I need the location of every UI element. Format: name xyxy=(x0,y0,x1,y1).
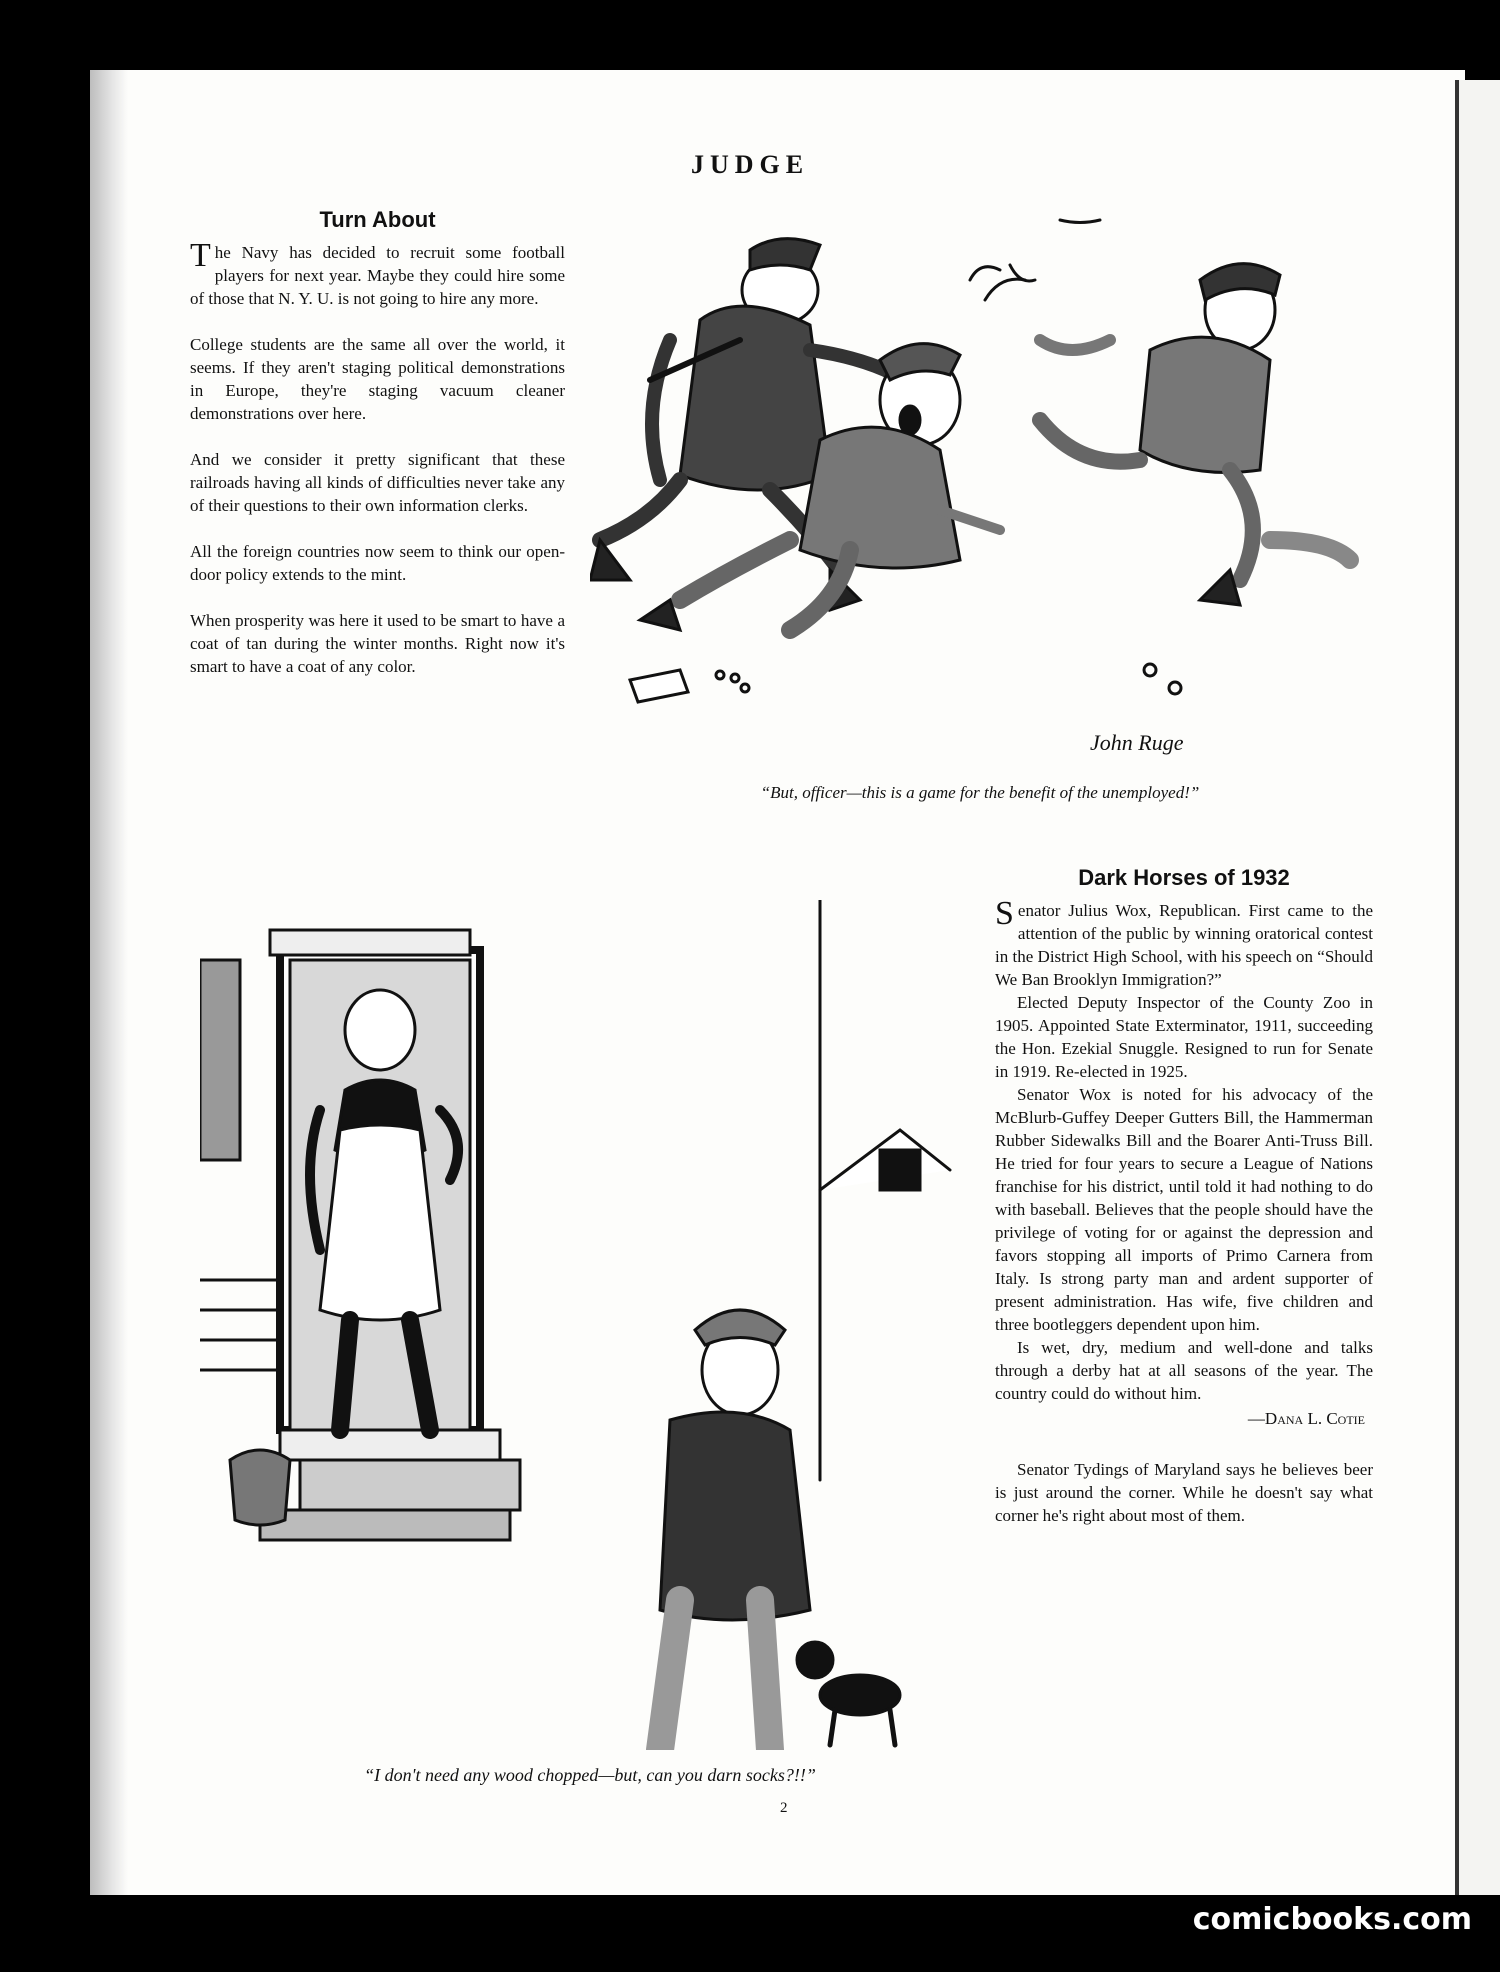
police-cartoon-illustration xyxy=(590,210,1360,770)
doorway-cartoon-illustration xyxy=(200,900,980,1750)
masthead: JUDGE xyxy=(690,150,810,179)
bottom-cartoon-caption: “I don't need any wood chopped—but, can you darn socks?!!” xyxy=(364,1765,816,1785)
dark-horses-title: Dark Horses of 1932 xyxy=(1078,865,1290,890)
byline: —Dana L. Cotie xyxy=(1247,1409,1365,1428)
turn-about-paragraph: College students are the same all over the world, it seems. If they aren't staging political demonstrations in Europe, they're staging vacuum cleaner demonstrations over here. xyxy=(190,335,565,423)
top-cartoon-caption: “But, officer—this is a game for the benefit of the unemployed!” xyxy=(760,783,1200,802)
closing-paragraph: Senator Tydings of Maryland says he believes beer is just around the corner. While he doesn't say what corner he's right about most of them. xyxy=(995,1460,1373,1525)
page-gutter xyxy=(90,70,128,1895)
dark-horses-paragraph: Senator Julius Wox, Republican. First came to the attention of the public by winning oratorical contest in the District High School, with his speech on “Should We Ban Brooklyn Immigration?” xyxy=(995,895,1373,989)
cartoon-signature: John Ruge xyxy=(1090,730,1184,755)
turn-about-paragraph: When prosperity was here it used to be smart to have a coat of tan during the winter months. Right now it's smart to have a coat of any color. xyxy=(190,611,565,676)
turn-about-paragraph: And we consider it pretty significant that these railroads having all kinds of difficulties never take any of their questions to their own information clerks. xyxy=(190,450,565,515)
turn-about-paragraph: All the foreign countries now seem to think our open-door policy extends to the mint. xyxy=(190,542,565,584)
watermark: comicbooks.com xyxy=(1192,1902,1472,1937)
dark-horses-paragraph: Elected Deputy Inspector of the County Zoo in 1905. Appointed State Exterminator, 1911, succeeding the Hon. Ezekial Snuggle. Resigned to run for Senate in 1919. Re-elected in 1925. xyxy=(995,993,1373,1081)
dark-horses-paragraph: Is wet, dry, medium and well-done and talks through a derby hat at all seasons of the year. The country could do without him. xyxy=(995,1338,1373,1403)
next-page-edge xyxy=(1455,80,1500,1895)
dark-horses-paragraph: Senator Wox is noted for his advocacy of the McBlurb-Guffey Deeper Gutters Bill, the Hammerman Rubber Sidewalks Bill and the Boarer Anti-Truss Bill. He tried for four years to secure a League of Nations franchise for his district, until told it had nothing to do with baseball. Believes that the people should have the privilege of voting for or against the depression and favors stopping all imports of Primo Carnera from Italy. Is strong party man and ardent supporter of present administration. Has wife, five children and three bootleggers dependent upon him. xyxy=(995,1085,1373,1334)
turn-about-paragraph: The Navy has decided to recruit some football players for next year. Maybe they could hire some of those that N. Y. U. is not going to hire any more. xyxy=(190,237,565,308)
turn-about-title: Turn About xyxy=(319,207,436,232)
page-number: 2 xyxy=(780,1800,788,1816)
turn-about-column xyxy=(190,208,565,701)
dark-horses-column xyxy=(995,866,1373,1527)
